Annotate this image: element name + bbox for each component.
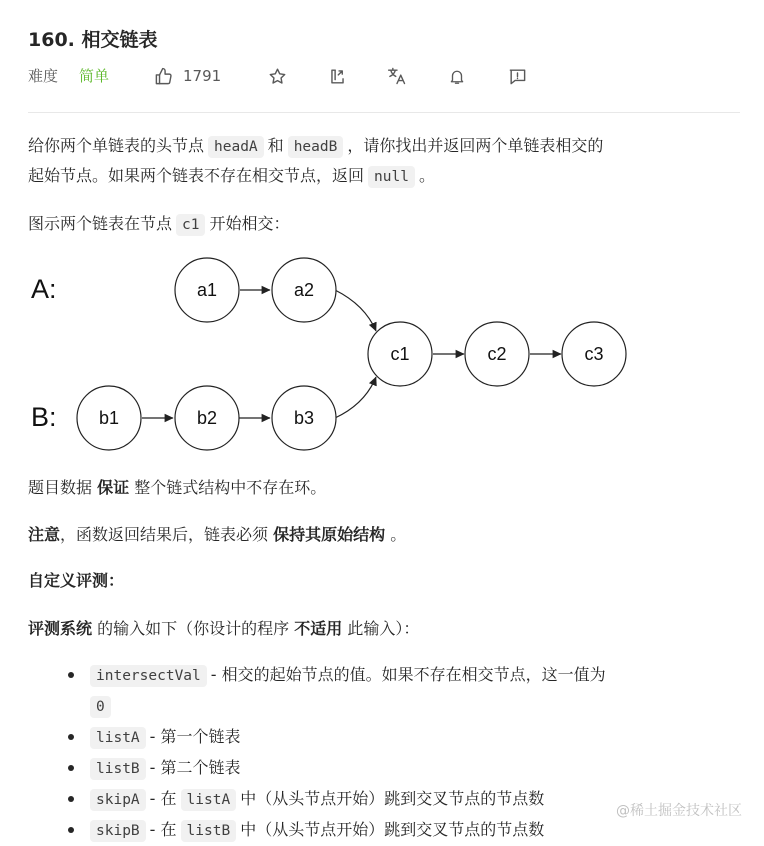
note-keep-structure <box>28 520 406 549</box>
note-emphasis: 保持其原始结构 <box>273 525 386 544</box>
share-icon <box>328 67 347 86</box>
param-code: 0 <box>90 696 111 718</box>
param-text: - 在 <box>149 789 177 808</box>
param-text: 中（从头节点开始）跳到交叉节点的节点数 <box>240 820 545 839</box>
problem-meta-bar <box>28 64 740 88</box>
notification-button[interactable] <box>447 64 467 88</box>
description-text: 给你两个单链表的头节点 <box>28 136 205 155</box>
bell-icon <box>448 67 466 86</box>
param-code: skipB <box>90 820 146 842</box>
feedback-icon <box>508 67 527 86</box>
description-text: 和 <box>267 136 284 155</box>
description-line-3 <box>28 209 290 240</box>
note-emphasis: 评测系统 <box>28 619 93 638</box>
custom-judge-heading <box>28 566 124 595</box>
param-code: skipA <box>90 789 146 811</box>
node-label: c2 <box>487 344 507 364</box>
favorite-button[interactable] <box>267 64 287 88</box>
description-text: 图示两个链表在节点 <box>28 214 173 233</box>
list-b-label: B: <box>31 402 57 432</box>
list-item <box>28 722 740 753</box>
share-button[interactable] <box>327 64 347 88</box>
param-text: - 相交的起始节点的值。如果不存在相交节点，这一值为 <box>210 665 606 684</box>
note-no-cycle <box>28 473 326 502</box>
description-text: ，请你找出并返回两个单链表相交的 <box>347 136 604 155</box>
description-text: 开始相交： <box>209 214 290 233</box>
note-text: 。 <box>390 525 407 544</box>
node-label: c3 <box>584 344 604 364</box>
note-text: ，函数返回结果后，链表必须 <box>60 525 269 544</box>
translate-icon <box>387 66 407 86</box>
node-label: a1 <box>196 280 218 300</box>
node-label: c1 <box>390 344 410 364</box>
node-label: b3 <box>293 408 315 428</box>
like-count: 1791 <box>183 67 222 85</box>
edge-a2-c1 <box>335 290 376 331</box>
problem-title: 160. 相交链表 <box>28 29 158 51</box>
watermark: @稀土掘金技术社区 <box>616 803 742 819</box>
param-code: intersectVal <box>90 665 207 687</box>
code-headB: headB <box>288 136 344 158</box>
description-line-1 <box>28 131 603 162</box>
description-text: 。 <box>418 166 435 185</box>
code-c1: c1 <box>176 214 205 236</box>
param-text: - 第一个链表 <box>149 727 241 746</box>
note-emphasis: 保证 <box>97 478 130 497</box>
note-text: 此输入）： <box>347 619 420 638</box>
feedback-button[interactable] <box>507 64 527 88</box>
note-emphasis: 注意 <box>28 525 61 544</box>
star-icon <box>268 67 287 86</box>
note-judge-input <box>28 614 419 643</box>
note-text: 题目数据 <box>28 478 93 497</box>
section-heading: 自定义评测： <box>28 571 125 590</box>
thumbs-up-icon <box>154 67 173 86</box>
param-code: listB <box>90 758 146 780</box>
param-code: listA <box>181 789 237 811</box>
translate-button[interactable] <box>387 64 407 88</box>
node-label: b1 <box>98 408 120 428</box>
linked-list-diagram <box>28 252 648 452</box>
list-item <box>28 660 740 691</box>
node-label: b2 <box>196 408 218 428</box>
note-text: 整个链式结构中不存在环。 <box>134 478 327 497</box>
param-text: - 第二个链表 <box>149 758 241 777</box>
code-headA: headA <box>208 136 264 158</box>
note-text: 的输入如下（你设计的程序 <box>97 619 290 638</box>
difficulty-badge: 简单 <box>79 67 110 85</box>
node-label: a2 <box>293 280 315 300</box>
param-text: 中（从头节点开始）跳到交叉节点的节点数 <box>240 789 545 808</box>
description-line-2 <box>28 161 435 192</box>
param-code: listB <box>181 820 237 842</box>
header-divider <box>28 112 740 113</box>
edge-b3-c1 <box>335 377 376 418</box>
param-text: - 在 <box>149 820 177 839</box>
like-button[interactable] <box>154 64 221 88</box>
note-emphasis: 不适用 <box>294 619 343 638</box>
code-null: null <box>368 166 415 188</box>
param-code: listA <box>90 727 146 749</box>
list-a-label: A: <box>31 274 57 304</box>
description-text: 起始节点。如果两个链表不存在相交节点，返回 <box>28 166 365 185</box>
list-item-continuation <box>28 691 740 722</box>
difficulty-label: 难度 <box>28 67 59 85</box>
list-item <box>28 753 740 784</box>
